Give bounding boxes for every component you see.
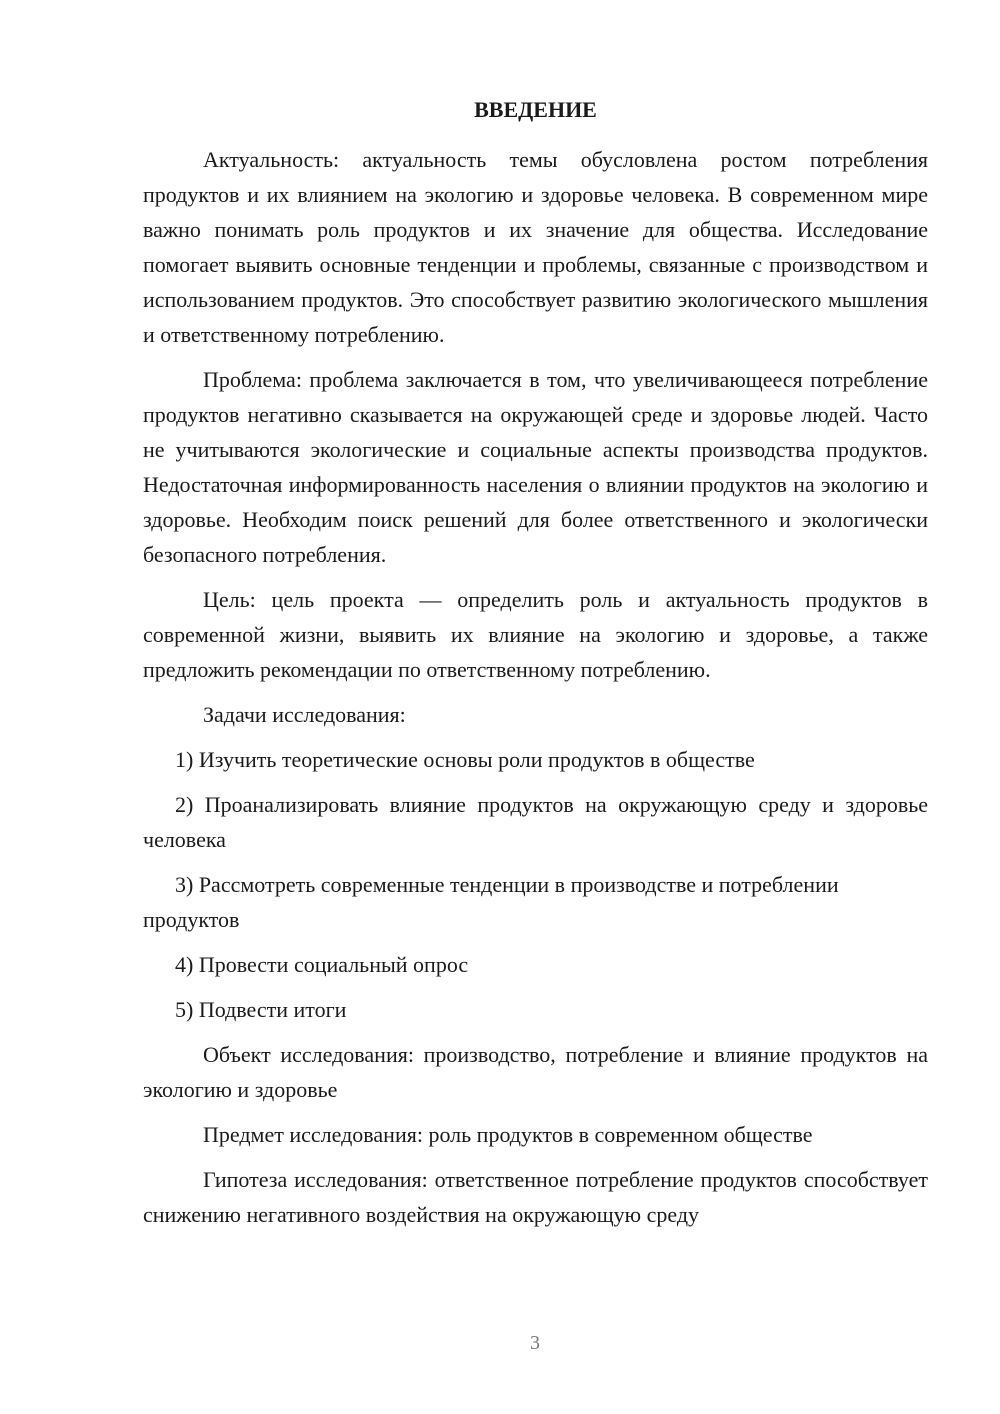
task-item-3: 3) Рассмотреть современные тенденции в производстве и потреблении продуктов	[143, 872, 839, 932]
page-title: ВВЕДЕНИЕ	[474, 97, 597, 122]
paragraph-problem: Проблема: проблема заключается в том, что увеличивающееся потребление продуктов негативно сказывается на окружающей среде и здоровье людей. Часто не учитываются экологические и социальные аспекты производства продуктов. Недостаточная информированность населения о влиянии продуктов на экологию и здоровье. Необходим поиск решений для более ответственного и экологически безопасного потребления.	[143, 367, 928, 567]
paragraph-hypothesis: Гипотеза исследования: ответственное потребление продуктов способствует снижению негативного воздействия на окружающую среду	[143, 1167, 928, 1227]
tasks-heading: Задачи исследования:	[203, 702, 406, 727]
task-item-4: 4) Провести социальный опрос	[175, 952, 469, 977]
paragraph-relevance: Актуальность: актуальность темы обусловлена ростом потребления продуктов и их влиянием на экологию и здоровье человека. В современном мире важно понимать роль продуктов и их значение для общества. Исследование помогает выявить основные тенденции и проблемы, связанные с производством и использованием продуктов. Это способствует развитию экологического мышления и ответственному потреблению.	[143, 147, 928, 347]
task-item-5: 5) Подвести итоги	[175, 997, 347, 1022]
page-number: 3	[530, 1332, 540, 1354]
task-item-1: 1) Изучить теоретические основы роли продуктов в обществе	[175, 747, 755, 772]
task-item-2: 2) Проанализировать влияние продуктов на окружающую среду и здоровье человека	[143, 792, 928, 852]
paragraph-goal: Цель: цель проекта — определить роль и актуальность продуктов в современной жизни, выявить их влияние на экологию и здоровье, а также предложить рекомендации по ответственному потреблению.	[143, 587, 928, 682]
paragraph-subject: Предмет исследования: роль продуктов в современном обществе	[203, 1122, 813, 1147]
paragraph-object: Объект исследования: производство, потребление и влияние продуктов на экологию и здоровье	[143, 1042, 928, 1102]
document-body	[143, 142, 928, 1242]
